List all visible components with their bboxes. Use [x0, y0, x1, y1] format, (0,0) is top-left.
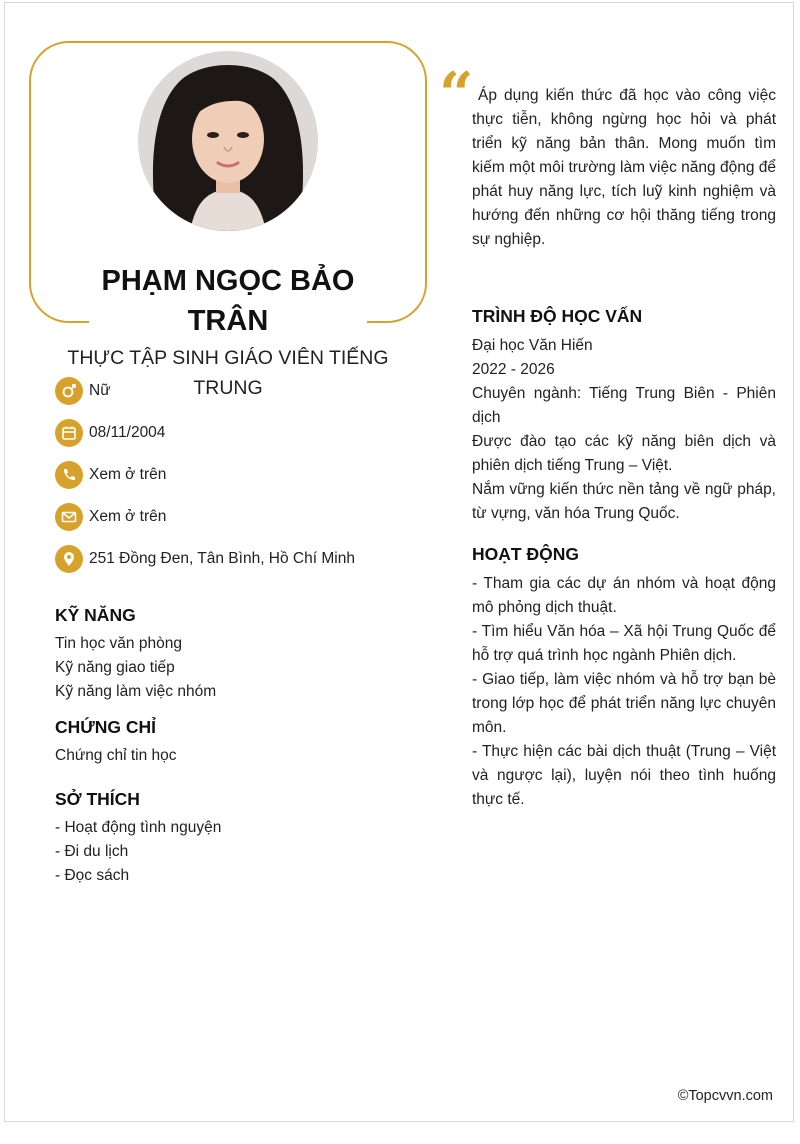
education-school: Đại học Văn Hiến	[472, 337, 593, 354]
skills-title: KỸ NĂNG	[55, 605, 136, 625]
info-phone	[55, 460, 166, 490]
job-title: THỰC TẬP SINH GIÁO VIÊN TIẾNG TRUNG	[67, 347, 389, 399]
skill-item: Kỹ năng làm việc nhóm	[55, 683, 217, 700]
cv-page	[4, 2, 794, 1122]
activity-item: - Tìm hiểu Văn hóa – Xã hội Trung Quốc để hỗ trợ quá trình học ngành Phiên dịch.	[472, 623, 776, 664]
info-gender	[55, 376, 111, 406]
envelope-icon	[55, 503, 83, 531]
hobbies-list	[55, 816, 221, 888]
info-address	[55, 544, 355, 574]
hobby-item: - Đi du lịch	[55, 843, 129, 860]
hobbies-title: SỞ THÍCH	[55, 789, 140, 809]
location-pin-icon	[55, 545, 83, 573]
career-objective: Áp dụng kiến thức đã học vào công việc thực tiễn, không ngừng học hỏi và phát triển kỹ năng bản thân. Mong muốn tìm kiếm một môi trường làm việc năng động để phát huy năng lực, tích luỹ kinh nghiệm và hướng đến những cơ hội thăng tiếng trong sự nghiệp.	[472, 87, 776, 248]
skill-item: Tin học văn phòng	[55, 635, 182, 652]
info-birthday	[55, 418, 165, 448]
certificates-title: CHỨNG CHỈ	[55, 717, 157, 737]
email-value: Xem ở trên	[89, 508, 167, 525]
avatar	[138, 51, 318, 231]
education-title: TRÌNH ĐỘ HỌC VẤN	[472, 306, 643, 326]
education-period: 2022 - 2026	[472, 361, 555, 378]
hobby-item: - Hoạt động tình nguyện	[55, 819, 222, 836]
phone-value: Xem ở trên	[89, 466, 167, 483]
portrait-image	[138, 51, 318, 231]
birthday-value: 08/11/2004	[89, 424, 166, 441]
hobby-item: - Đọc sách	[55, 867, 130, 884]
activity-item: - Thực hiện các bài dịch thuật (Trung – Việt và ngược lại), luyện nói theo tình huống thực tế.	[472, 743, 776, 808]
activities-title: HOẠT ĐỘNG	[472, 544, 579, 564]
education-major: Chuyên ngành: Tiếng Trung Biên - Phiên dịch	[472, 385, 776, 426]
activities-body	[472, 572, 776, 812]
footer-credit: ©Topcvvn.com	[677, 1088, 773, 1104]
activity-item: - Giao tiếp, làm việc nhóm và hỗ trợ bạn bè trong lớp học để phát triển năng lực chuyên môn.	[472, 671, 776, 736]
skills-list	[55, 632, 216, 704]
skill-item: Kỹ năng giao tiếp	[55, 659, 175, 676]
education-body	[472, 334, 776, 526]
info-email	[55, 502, 166, 532]
quote-icon: “	[439, 60, 474, 130]
gender-icon	[55, 377, 83, 405]
calendar-icon	[55, 419, 83, 447]
phone-icon	[55, 461, 83, 489]
address-value: 251 Đồng Đen, Tân Bình, Hồ Chí Minh	[89, 550, 355, 567]
candidate-name: PHẠM NGỌC BẢO TRÂN	[101, 265, 355, 337]
activity-item: - Tham gia các dự án nhóm và hoạt động mô phỏng dịch thuật.	[472, 575, 776, 616]
education-detail: Nắm vững kiến thức nền tảng về ngữ pháp, từ vựng, văn hóa Trung Quốc.	[472, 481, 776, 522]
gender-value: Nữ	[89, 382, 111, 399]
certificates-list	[55, 744, 177, 768]
certificate-item: Chứng chỉ tin học	[55, 747, 177, 764]
education-detail: Được đào tạo các kỹ năng biên dịch và phiên dịch tiếng Trung – Việt.	[472, 433, 776, 474]
